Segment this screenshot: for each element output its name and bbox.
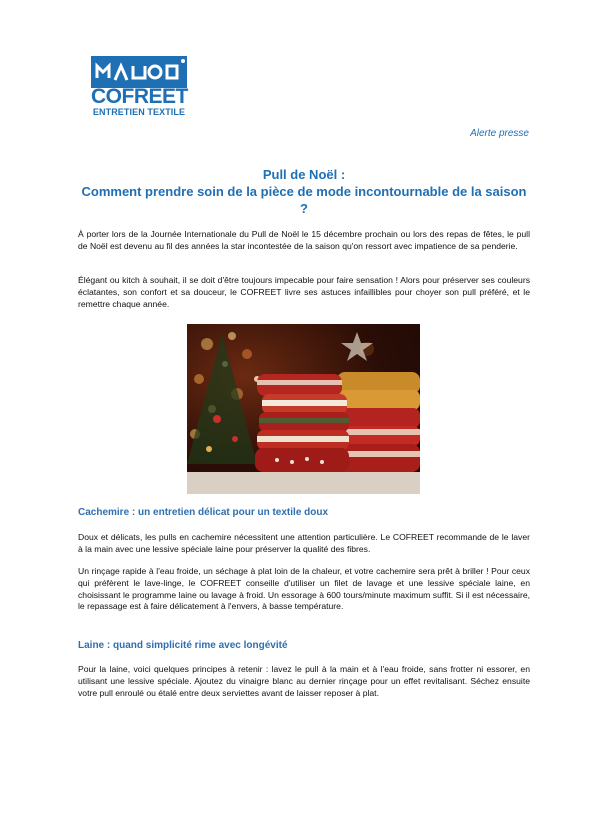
cofreet-logo-mark-icon bbox=[91, 56, 187, 88]
title-line-1: Pull de Noël : bbox=[262, 167, 346, 182]
cofreet-logo bbox=[91, 56, 187, 122]
cachemire-paragraph-1: Doux et délicats, les pulls en cachemire nécessitent une attention particulière. Le COFREET recommande de le laver à la main avec une lessive spéciale laine pour préserver la qualité des fibres. bbox=[78, 532, 530, 554]
intro-paragraph-1: À porter lors de la Journée Internationale du Pull de Noël le 15 décembre prochain ou lors des repas de fêtes, le pull de Noël est devenu au fil des années la star incontestée de la saison qu'on ressort avec impatience de sa penderie. bbox=[78, 229, 530, 251]
press-alert-label: Alerte presse bbox=[470, 128, 529, 139]
brand-name: COFREET bbox=[91, 85, 188, 108]
cachemire-paragraph-2: Un rinçage rapide à l'eau froide, un séchage à plat loin de la chaleur, et votre cachemire sera prêt à briller ! Pour ceux qui préfèrent le lave-linge, le COFREET conseille d'utiliser un filet de lavage et une lessive spéciale laine, en choisissant le programme laine ou lavage à froid. Un essorage à 600 tours/minute maximum suffit. Si il est nécessaire, le repassage est à faire délicatement à l'envers, à basse température. bbox=[78, 566, 530, 612]
christmas-sweaters-photo bbox=[187, 324, 420, 494]
sweaters-illustration bbox=[187, 324, 420, 494]
title-line-2: Comment prendre soin de la pièce de mode incontournable de la saison ? bbox=[81, 184, 527, 216]
brand-tagline: ENTRETIEN TEXTILE bbox=[92, 107, 186, 117]
intro-paragraph-2: Élégant ou kitch à souhait, il se doit d'être toujours impecable pour faire sensation ! Alors pour préserver ses couleurs éclatantes, son confort et sa douceur, le COFREET livre ses astuces infaillibles pour choyer son pull préféré, et le remettre chaque année. bbox=[78, 275, 530, 309]
laine-paragraph-1: Pour la laine, voici quelques principes à retenir : lavez le pull à la main et à l'eau froide, sans frotter ni essorer, en utilisant une lessive spéciale. Ajoutez du vinaigre blanc au dernier rinçage pour un effet revitalisant. Séchez ensuite votre pull enroulé ou étalé entre deux serviettes avant de laisser reposer à plat. bbox=[78, 664, 530, 698]
page-title bbox=[78, 166, 530, 217]
section-heading-cachemire: Cachemire : un entretien délicat pour un textile doux bbox=[78, 507, 329, 518]
section-heading-laine: Laine : quand simplicité rime avec longévité bbox=[78, 640, 288, 651]
